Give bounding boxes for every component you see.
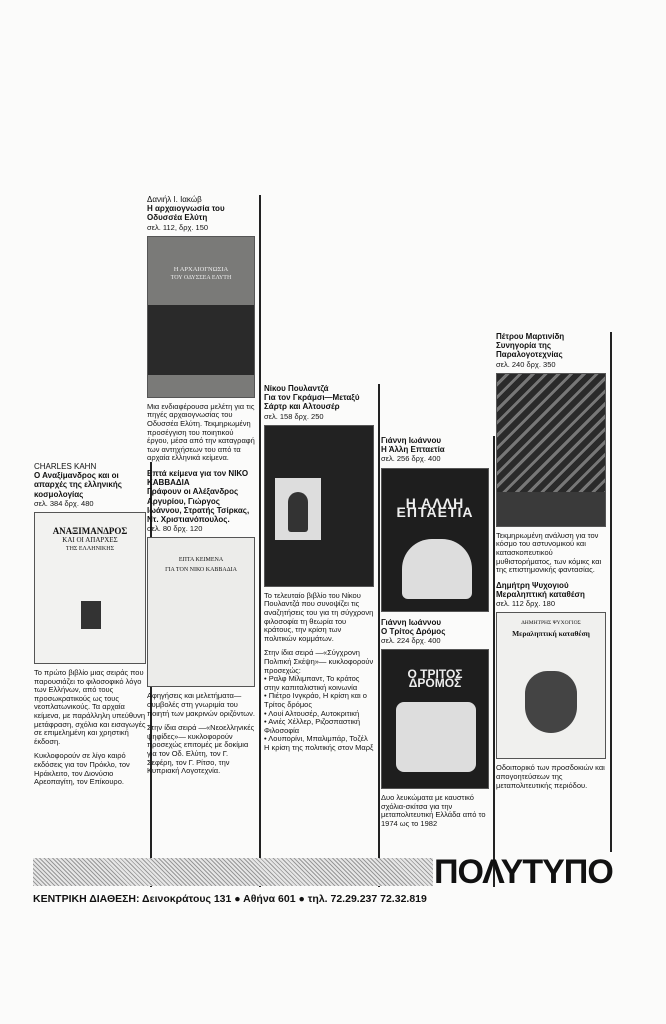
column-rule: [493, 436, 495, 887]
publisher-logo: ΠΟΛΥΤΥΠΟ: [434, 853, 613, 891]
book-author: Νίκου Πουλαντζά: [264, 384, 329, 393]
book-title: Για τον Γκράμσι—Μεταξύ Σάρτρ και Αλτουσέρ: [264, 393, 360, 412]
description-paragraph: Τεκμηριωμένη ανάλυση για τον κόσμο του αστυνομικού και κατασκοπευτικού μυθιστορήματος, των κόμικς και της επιστημονικής φαντασίας.: [496, 530, 602, 575]
book-title: Ο Αναξίμανδρος και οι απαρχές της ελληνικής κοσμολογίας: [34, 471, 122, 499]
cover-title-line: Η ΑΡΧΑΙΟΓΝΩΣΙΑ: [173, 265, 229, 273]
book-meta: σελ. 384 δρχ. 480: [34, 498, 94, 508]
description-paragraph: Αφηγήσεις και μελετήματα—συμβολές στη γνωριμία του ποιητή των μακρινών οριζόντων.: [147, 691, 255, 718]
book-meta: σελ. 112 δρχ. 180: [496, 599, 555, 609]
footer-distribution: ΚΕΝΤΡΙΚΗ ΔΙΑΘΕΣΗ: Δεινοκράτους 131 ● Αθήνα 601 ● τηλ. 72.29.237 72.32.819: [33, 893, 427, 905]
book-author: Γιάννη Ιωάννου: [381, 436, 442, 445]
description-paragraph: Οδοιπορικό των προσδοκιών και απογοητεύσεων της μεταπολιτευτικής περιόδου.: [496, 763, 605, 790]
cover-title-line: ΓΙΑ ΤΟΝ ΝΙΚΟ ΚΑΒΒΑΔΙΑ: [165, 566, 237, 573]
book-cover: [381, 468, 489, 612]
book-title: Συνηγορία της Παραλογοτεχνίας: [496, 341, 563, 360]
book-cover: [496, 612, 606, 759]
book-description: [147, 403, 255, 463]
cover-title-line: ΤΟΥ ΟΔΥΣΣΕΑ ΕΛΥΤΗ: [170, 275, 232, 282]
cover-portrait: [275, 478, 321, 540]
description-item: • Ανιές Χέλλερ, Ριζοσπαστική Φιλοσοφία: [264, 717, 361, 735]
cover-image: [148, 305, 254, 375]
book-column-martinidis: [496, 332, 606, 796]
book-author: CHARLES KAHN: [34, 462, 97, 471]
book-cover: [34, 512, 146, 664]
column-rule: [610, 332, 612, 852]
person-icon: [288, 492, 308, 532]
onion-icon: [525, 671, 577, 733]
book-meta: σελ. 240 δρχ. 350: [496, 359, 556, 369]
book-title: Η αρχαιογνωσία του Οδυσσέα Ελύτη: [147, 204, 225, 223]
book-column-poulantzas: [264, 384, 374, 753]
column-rule: [259, 195, 261, 887]
book-meta: σελ. 80 δρχ. 120: [147, 524, 203, 534]
description-paragraph: Στην ίδια σειρά —«Σύγχρονη Πολιτική Σκέψη»— κυκλοφορούν προσεχώς:: [264, 648, 374, 675]
book-description: [34, 669, 146, 787]
cover-title-line: ΔΗΜΗΤΡΗΣ ΨΥΧΟΓΙΟΣ: [521, 620, 581, 627]
book-description: [496, 764, 606, 790]
column-rule: [378, 384, 380, 887]
book-column-ioannou: [381, 436, 489, 835]
cover-title-line: ΑΝΑΞΙΜΑΝΔΡΟΣ: [52, 526, 128, 537]
book-cover: [496, 373, 606, 527]
book-authors: Γράφουν οι Αλέξανδρος Αργυρίου, Γιώργος Ιωάννου, Στρατής Τσίρκας, Ντ. Χριστιανόπουλος.: [147, 487, 250, 524]
book-author: Γιάννη Ιωάννου: [381, 617, 442, 627]
book-meta: σελ. 158 δρχ. 250: [264, 411, 324, 421]
book-author: Δημήτρη Ψυχογιού: [496, 580, 569, 590]
book-column-iakov: [147, 195, 255, 782]
book-meta: σελ. 224 δρχ. 400: [381, 636, 441, 646]
description-paragraph: Στην ίδια σειρά —«Νεοελληνικές ψηφίδες»— κυκλοφορούν προσεχώς επιτομές με δοκίμια για τον Οδ. Ελύτη, τον Γ. Σεφέρη, τον Γ. Ρίτσο, την Κυπριακή Λογοτεχνία.: [147, 723, 255, 776]
book-meta: σελ. 112, δρχ. 150: [147, 222, 209, 232]
cover-title-line: Μεραληπτική καταθέση: [512, 628, 590, 638]
book-cover: [147, 537, 255, 687]
book-title: Επτά κείμενα για τον ΝΙΚΟ ΚΑΒΒΑΔΙΑ: [147, 468, 249, 488]
description-item: • Πιέτρο Ινγκράο, Η κρίση και ο Τρίτος δρόμος: [264, 691, 367, 709]
cover-illustration: [396, 702, 476, 772]
halftone-strip: [33, 858, 433, 886]
description-paragraph: Κυκλοφορούν σε λίγο καιρό εκδόσεις για τον Πρόκλο, τον Ηράκλειτο, τον Διονύσιο Αρεοπαγίτη, τον Επίκουρο.: [34, 751, 130, 787]
book-cover: [147, 236, 255, 398]
book-title: Η Άλλη Επταετία: [381, 445, 445, 455]
description-item: • Λουπορίνι, Μπαλιμπάρ, Τοζέλ Η κρίση της πολιτικής στον Μαρξ: [264, 734, 374, 752]
cover-title: Ο ΤΡΙΤΟΣ ΔΡΟΜΟΣ: [407, 667, 463, 691]
description-paragraph: Το πρώτο βιβλίο μιας σειράς που παρουσιάζει το φιλοσοφικό λόγο των Ελλήνων, από τους προσωκρατικούς ως τους νεοπλατωνικούς. Τα αρχαία κείμενα, με παράλληλη υπεύθυνη μετάφραση, σχόλια και εισαγωγές σε επιμελημένη και χρηστική έκδοση.: [34, 668, 146, 746]
cover-title: Η ΑΛΛΗ ΕΠΤΑΕΤΙΑ: [396, 494, 474, 520]
description-item: • Λουί Αλτουσέρ, Αυτοκριτική: [264, 708, 360, 718]
book-description: [147, 692, 255, 775]
book-description: [496, 532, 606, 575]
book-column-kahn: [34, 462, 146, 793]
book-cover: [264, 425, 374, 587]
cover-emblem-icon: [81, 601, 101, 629]
book-title: Ο Τρίτος Δρόμος: [381, 626, 446, 636]
book-title: Μεραληπτική καταθέση: [496, 589, 585, 599]
book-description: [381, 794, 489, 828]
description-item: • Ραλφ Μίλιμπαντ, Το κράτος στην καπιταλιστική κοινωνία: [264, 674, 360, 692]
book-cover: [381, 649, 489, 789]
description-paragraph: Το τελευταίο βιβλίο του Νίκου Πουλαντζά που συνοψίζει τις αναζητήσεις του για τη σύγχρονη φιλοσοφία τη θεωρία του κράτους, την κρίση των πολιτικών κομμάτων.: [264, 590, 374, 643]
description-paragraph: Δυο λευκώματα με καυστικό σχόλια-σκίτσα για την μεταπολιτευτική Ελλάδα από το 1974 ως το 1982: [381, 793, 486, 828]
book-author: Δανιήλ Ι. Ιακώβ: [147, 195, 202, 204]
book-author: Πέτρου Μαρτινίδη: [496, 332, 565, 341]
cover-title-line: ΤΗΣ ΕΛΛΗΝΙΚΗΣ: [65, 546, 115, 553]
cover-image: [497, 374, 605, 492]
cover-title-line: ΚΑΙ ΟΙ ΑΠΑΡΧΕΣ: [62, 536, 118, 545]
book-description: [264, 592, 374, 753]
cover-illustration: [402, 539, 472, 599]
cover-title-line: ΕΠΤΑ ΚΕΙΜΕΝΑ: [178, 557, 224, 564]
book-meta: σελ. 256 δρχ. 400: [381, 454, 441, 464]
description-paragraph: Μια ενδιαφέρουσα μελέτη για τις πηγές αρχαιογνωσίας του Οδυσσέα Ελύτη. Τεκμηριωμένη προσέγγιση του ποιητικού έργου, μέσα από την καταγραφή των αντηχήσεων του από τα αρχαία ελληνικά κείμενα.: [147, 401, 255, 463]
